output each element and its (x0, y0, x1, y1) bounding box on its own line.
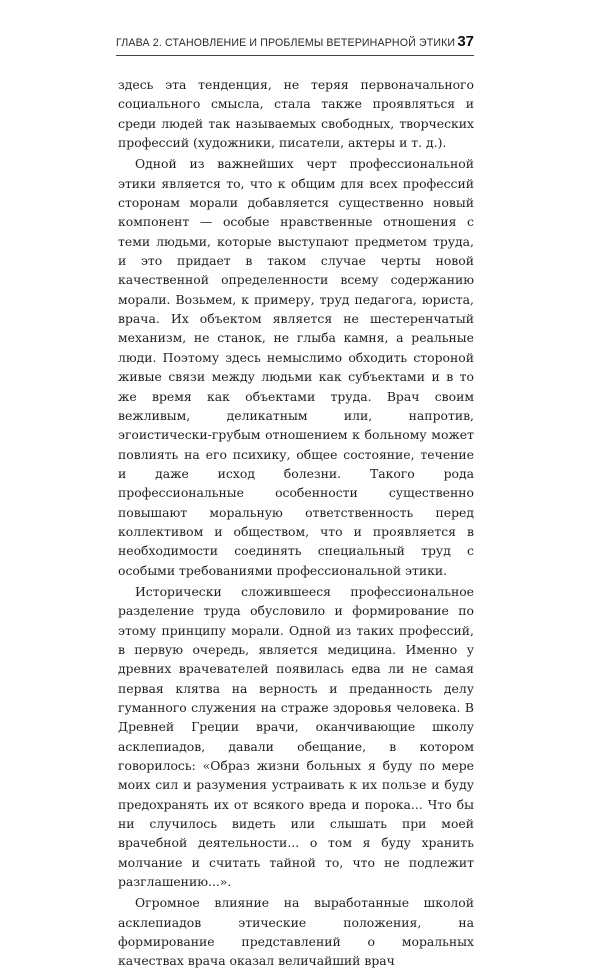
running-title: ГЛАВА 2. СТАНОВЛЕНИЕ И ПРОБЛЕМЫ ВЕТЕРИНАРНОЙ ЭТИКИ (116, 37, 456, 49)
paragraph: Одной из важнейших черт профессиональной этики является то, что к общим для всех профессий сторонам морали добавляется существенно новый компонент — особые нравственные отношения с теми людьми, которые выступают предметом труда, и это придает в таком случае черты новой качественной определенности всему содержанию морали. Возьмем, к примеру, труд педагога, юриста, врача. Их объектом является не шестеренчатый механизм, не станок, не глыба камня, а реальные люди. Поэтому здесь немыслимо обходить стороной живые связи между людьми как субъектами и в то же время как объектами труда. Врач своим вежливым, деликатным или, напротив, эгоистически-грубым отношением к больному может повлиять на его психику, общее состояние, течение и даже исход болезни. Такого рода профессиональные особенности существенно повышают моральную ответственность перед коллективом и обществом, что и проявляется в необходимости соединять специальный труд с особыми требованиями профессиональной этики. (118, 156, 474, 578)
paragraph: Огромное влияние на выработанные школой асклепиадов этические положения, на формирование представлений о моральных качествах врача оказал величайший врач (118, 895, 474, 969)
page-number: 37 (457, 33, 474, 50)
running-header (116, 33, 474, 56)
paragraph: Исторически сложившееся профессиональное разделение труда обусловило и формирование по этому принципу морали. Одной из таких профессий, в первую очередь, является медицина. Именно у древних врачевателей появилась едва ли не самая первая клятва на верность и преданность делу гуманного служения на страже здоровья человека. В Древней Греции врачи, оканчивающие школу асклепиадов, давали обещание, в котором говорилось: «Образ жизни больных я буду по мере моих сил и разумения устраивать к их пользе и буду предохранять их от всякого вреда и порока... Что бы ни случилось видеть или слышать при моей врачебной деятельности... о том я буду хранить молчание и считать тайной то, что не подлежит разглашению...». (118, 583, 474, 890)
paragraph-continued: здесь эта тенденция, не теряя первоначального социального смысла, стала также проявляться и среди людей так называемых свободных, творческих профессий (художники, писатели, актеры и т. д.). (118, 77, 474, 151)
page-body (118, 75, 474, 973)
